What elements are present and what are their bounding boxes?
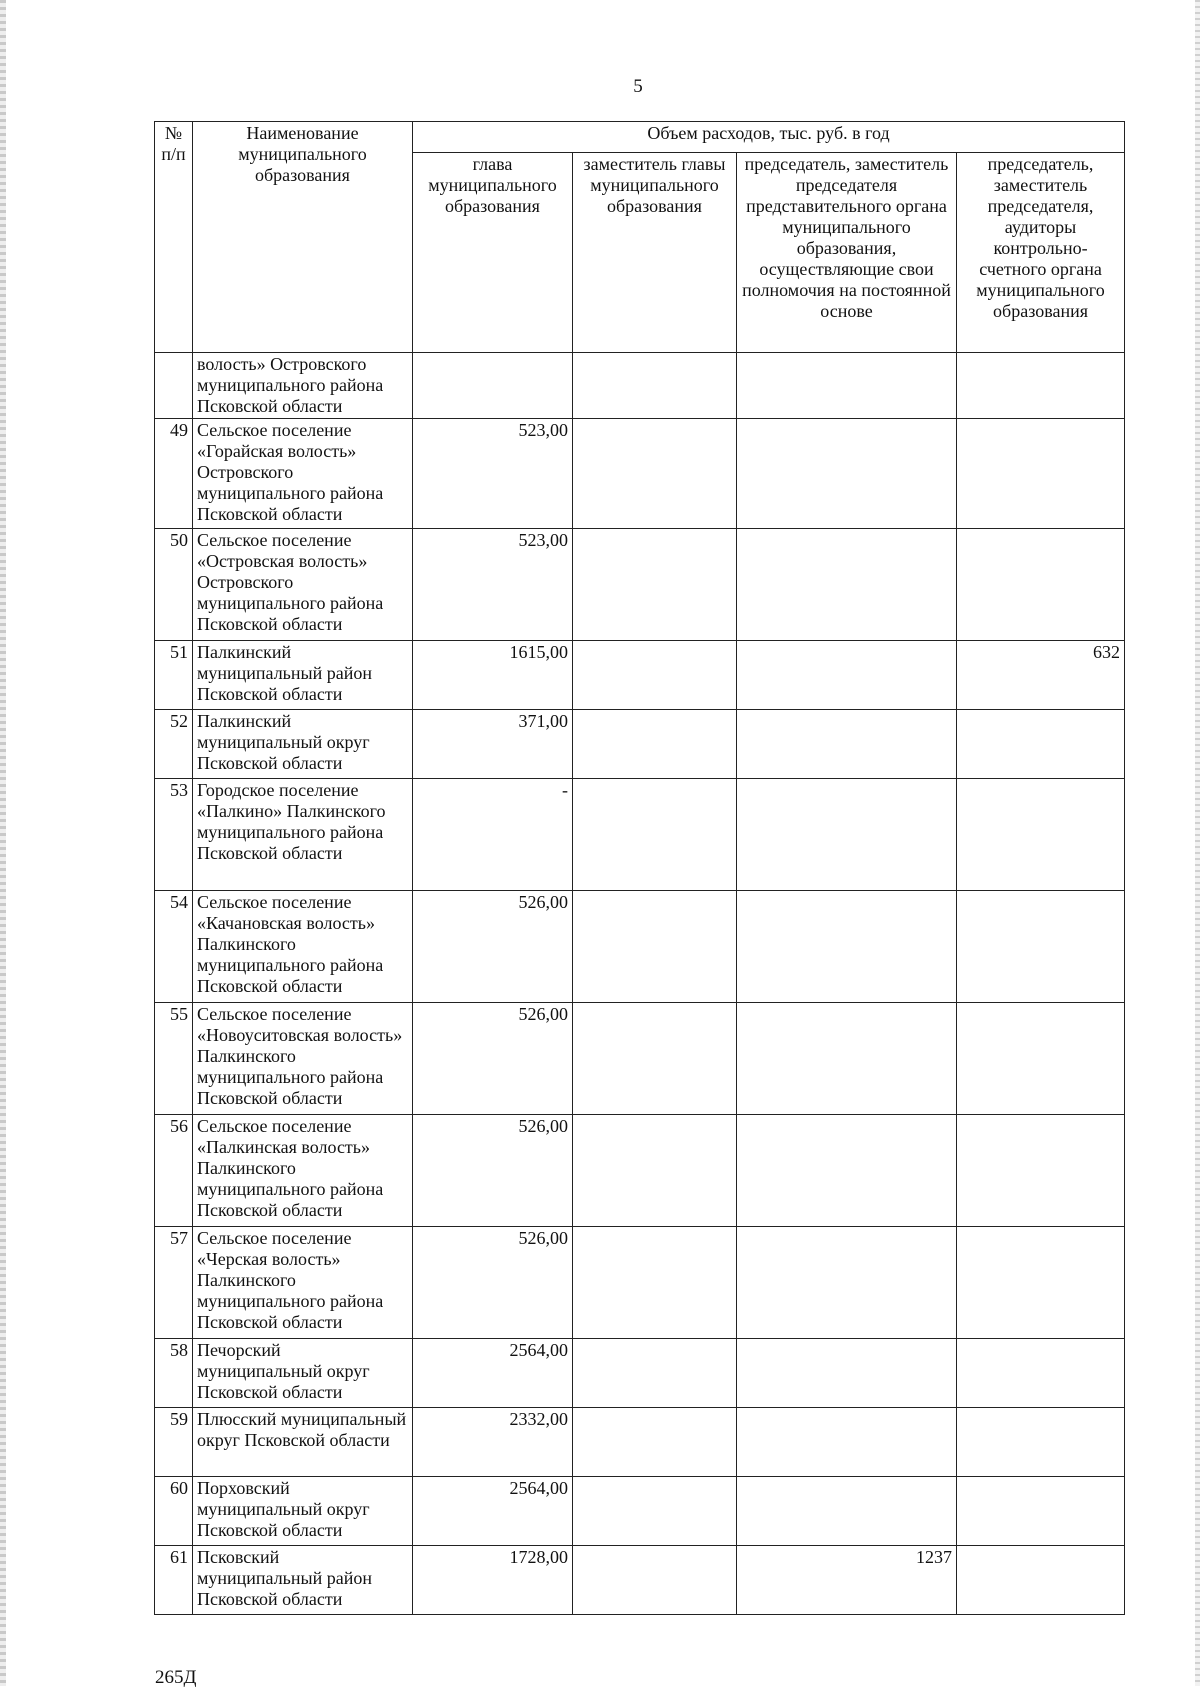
value-deputy [573, 1408, 737, 1477]
value-head [413, 353, 573, 419]
value-chair-audit [957, 1003, 1125, 1115]
value-deputy [573, 891, 737, 1003]
value-chair-audit [957, 1477, 1125, 1546]
row-number: 54 [155, 891, 193, 1003]
value-chair-audit [957, 1227, 1125, 1339]
value-deputy [573, 710, 737, 779]
value-head: 1615,00 [413, 641, 573, 710]
header-expense-group: Объем расходов, тыс. руб. в год [413, 122, 1125, 153]
value-head: 1728,00 [413, 1546, 573, 1615]
value-head: 523,00 [413, 419, 573, 529]
value-head: 2564,00 [413, 1477, 573, 1546]
row-number: 51 [155, 641, 193, 710]
value-chair-rep [737, 529, 957, 641]
header-name: Наименование муниципального образования [193, 122, 413, 353]
row-name: волость» Островского муниципального района Псковской области [193, 353, 413, 419]
value-chair-audit [957, 529, 1125, 641]
row-name: Печорский муниципальный округ Псковской области [193, 1339, 413, 1408]
value-deputy [573, 1339, 737, 1408]
value-deputy [573, 1546, 737, 1615]
table-row [155, 419, 1125, 529]
value-chair-rep [737, 1115, 957, 1227]
row-number: 60 [155, 1477, 193, 1546]
value-chair-rep [737, 353, 957, 419]
value-chair-rep [737, 1339, 957, 1408]
table-row [155, 353, 1125, 419]
table-row [155, 529, 1125, 641]
value-chair-audit [957, 1115, 1125, 1227]
value-chair-rep [737, 1408, 957, 1477]
footer-code: 265Д [155, 1667, 197, 1688]
value-head: 2332,00 [413, 1408, 573, 1477]
value-chair-audit [957, 1339, 1125, 1408]
row-name: Городское поселение «Палкино» Палкинского муниципального района Псковской области [193, 779, 413, 891]
row-number: 50 [155, 529, 193, 641]
row-name: Сельское поселение «Новоуситовская волость» Палкинского муниципального района Псковской области [193, 1003, 413, 1115]
row-number: 59 [155, 1408, 193, 1477]
value-head: 526,00 [413, 1227, 573, 1339]
value-deputy [573, 1477, 737, 1546]
value-chair-rep [737, 1003, 957, 1115]
value-deputy [573, 779, 737, 891]
row-name: Псковский муниципальный район Псковской области [193, 1546, 413, 1615]
row-name: Сельское поселение «Качановская волость» Палкинского муниципального района Псковской области [193, 891, 413, 1003]
row-name: Сельское поселение «Островская волость» Островского муниципального района Псковской области [193, 529, 413, 641]
row-number: 56 [155, 1115, 193, 1227]
value-deputy [573, 1227, 737, 1339]
header-deputy: заместитель главы муниципального образования [573, 153, 737, 353]
row-number: 53 [155, 779, 193, 891]
table-row [155, 1115, 1125, 1227]
page-number: 5 [633, 76, 643, 97]
row-name: Плюсский муниципальный округ Псковской области [193, 1408, 413, 1477]
table-body [155, 353, 1125, 1615]
row-number: 52 [155, 710, 193, 779]
value-chair-rep [737, 419, 957, 529]
table-row [155, 1227, 1125, 1339]
header-chair-rep: председатель, заместитель председателя представительного органа муниципального образования, осуществляющие свои полномочия на постоянной основе [737, 153, 957, 353]
value-chair-rep: 1237 [737, 1546, 957, 1615]
row-number: 57 [155, 1227, 193, 1339]
value-deputy [573, 353, 737, 419]
row-name: Сельское поселение «Палкинская волость» Палкинского муниципального района Псковской области [193, 1115, 413, 1227]
value-chair-rep [737, 779, 957, 891]
scan-edge-left [0, 0, 6, 1686]
table-row [155, 1003, 1125, 1115]
header-chair-audit: председатель, заместитель председателя, аудиторы контрольно-счетного органа муниципального образования [957, 153, 1125, 353]
value-deputy [573, 641, 737, 710]
value-chair-audit [957, 1546, 1125, 1615]
table-row [155, 1408, 1125, 1477]
value-chair-audit: 632 [957, 641, 1125, 710]
value-chair-rep [737, 891, 957, 1003]
expense-table [154, 121, 1125, 1615]
value-chair-audit [957, 710, 1125, 779]
value-chair-audit [957, 353, 1125, 419]
value-deputy [573, 529, 737, 641]
row-number [155, 353, 193, 419]
table-row [155, 641, 1125, 710]
table-row [155, 710, 1125, 779]
value-deputy [573, 419, 737, 529]
value-chair-audit [957, 419, 1125, 529]
row-number: 55 [155, 1003, 193, 1115]
row-name: Порховский муниципальный округ Псковской области [193, 1477, 413, 1546]
row-name: Сельское поселение «Горайская волость» Островского муниципального района Псковской области [193, 419, 413, 529]
table-row [155, 779, 1125, 891]
value-chair-rep [737, 641, 957, 710]
value-head: - [413, 779, 573, 891]
row-name: Палкинский муниципальный округ Псковской области [193, 710, 413, 779]
value-chair-audit [957, 1408, 1125, 1477]
value-head: 371,00 [413, 710, 573, 779]
value-deputy [573, 1003, 737, 1115]
header-num: № п/п [155, 122, 193, 353]
row-number: 61 [155, 1546, 193, 1615]
value-chair-rep [737, 710, 957, 779]
row-number: 49 [155, 419, 193, 529]
value-chair-rep [737, 1227, 957, 1339]
value-head: 2564,00 [413, 1339, 573, 1408]
value-head: 526,00 [413, 891, 573, 1003]
value-head: 526,00 [413, 1115, 573, 1227]
scan-edge-right [1195, 0, 1200, 1686]
value-deputy [573, 1115, 737, 1227]
table-header [155, 122, 1125, 353]
table-row [155, 1546, 1125, 1615]
value-head: 523,00 [413, 529, 573, 641]
table-row [155, 1477, 1125, 1546]
value-chair-audit [957, 779, 1125, 891]
table-row [155, 1339, 1125, 1408]
value-chair-audit [957, 891, 1125, 1003]
header-head: глава муниципального образования [413, 153, 573, 353]
value-chair-rep [737, 1477, 957, 1546]
table-row [155, 891, 1125, 1003]
row-number: 58 [155, 1339, 193, 1408]
value-head: 526,00 [413, 1003, 573, 1115]
row-name: Сельское поселение «Черская волость» Палкинского муниципального района Псковской области [193, 1227, 413, 1339]
row-name: Палкинский муниципальный район Псковской области [193, 641, 413, 710]
